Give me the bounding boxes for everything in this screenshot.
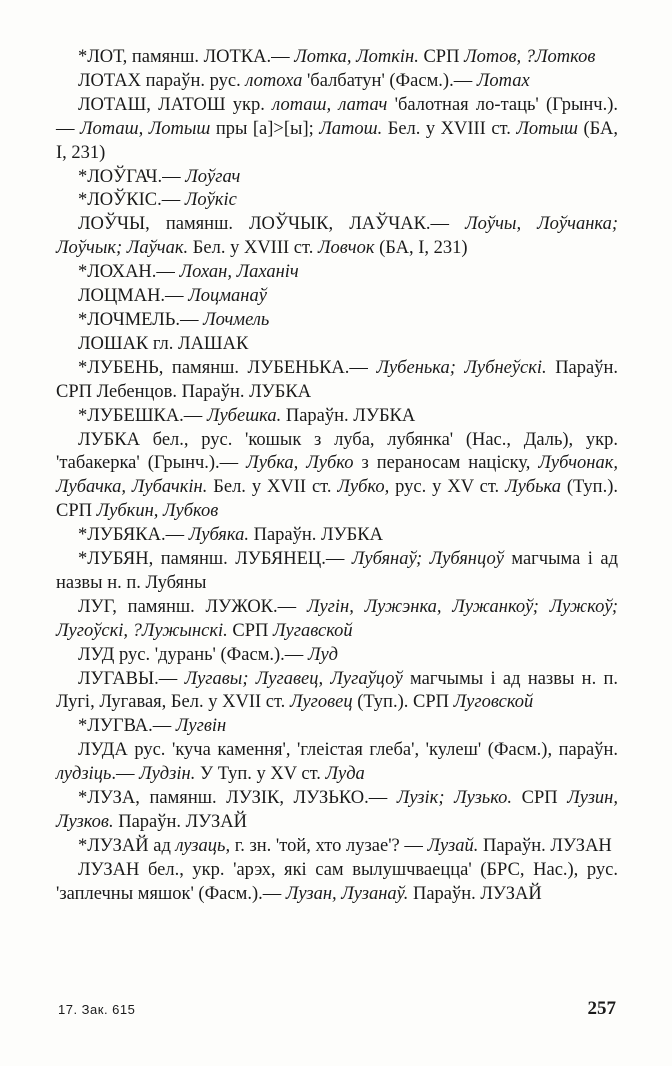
dictionary-entry [56, 596, 618, 644]
dictionary-entry [56, 405, 618, 429]
entry-text: *ЛОТ, памянш. ЛОТКА.— [78, 47, 295, 67]
entry-text: Бел. у XVIII ст. [188, 238, 318, 259]
entry-text: ЛОЦМАН.— [78, 286, 189, 307]
entry-text: *ЛОХАН.— [78, 262, 180, 283]
dictionary-entry [56, 668, 618, 716]
dictionary-entry [56, 859, 618, 907]
entry-italic-text: Лудзін. [139, 764, 196, 785]
entry-text: .— [111, 764, 140, 785]
entry-text: 'балбатун' (Фасм.).— [302, 70, 477, 91]
entry-text: Параўн. ЛУЗАЙ [408, 883, 542, 904]
dictionary-entry [56, 46, 618, 70]
entry-italic-text: лузаць, [175, 835, 231, 856]
entries-column [56, 46, 618, 907]
dictionary-entry [56, 70, 618, 94]
entry-text: ЛУБКА бел., рус. 'кошык з луба, лубянка' (Нас., Даль), укр. 'табакерка' (Грынч.).— [56, 429, 618, 474]
dictionary-entry [56, 309, 618, 333]
dictionary-entry [56, 261, 618, 285]
entry-text: ЛУД рус. 'дурань' (Фасм.).— [78, 644, 308, 665]
entry-italic-text: Луда [325, 764, 365, 785]
entry-italic-text: Лотыш [516, 118, 578, 139]
dictionary-entry [56, 715, 618, 739]
entry-text: *ЛУБЕНЬ, памянш. ЛУБЕНЬКА.— [78, 357, 377, 378]
entry-text: *ЛУБЕШКА.— [78, 405, 207, 426]
entry-text: *ЛУЗА, памянш. ЛУЗІК, ЛУЗЬКО.— [78, 788, 397, 809]
dictionary-entry [56, 739, 618, 787]
dictionary-entry [56, 524, 618, 548]
entry-text: (Туп.). СРП [352, 692, 454, 713]
entry-text: магчыма і ад назвы н. п. Лубяны [56, 549, 618, 593]
entry-text: Бел. у XVIII ст. [382, 118, 517, 139]
entry-text: ЛОЎЧЫ, памянш. ЛОЎЧЫК, ЛАЎЧАК.— [78, 214, 466, 235]
dictionary-entry [56, 94, 618, 166]
entry-italic-text: Лочмель [203, 309, 270, 330]
entry-italic-text: Луд [307, 644, 338, 665]
entry-italic-text: Лохан, Лаханіч [179, 262, 299, 283]
entry-text: *ЛУБЯКА.— [78, 525, 189, 546]
entry-italic-text: Лузай. [427, 835, 479, 856]
entry-italic-text: лоташ, латач [272, 94, 388, 115]
entry-text: Параўн. СРП Лебенцов. Параўн. ЛУБКА [56, 357, 619, 402]
entry-text: СРП [512, 788, 568, 809]
entry-italic-text: Лубко, [337, 477, 390, 498]
dictionary-entry [56, 357, 618, 405]
entry-text: СРП [418, 47, 465, 67]
entry-italic-text: Лубянаў; Лубянцоў [351, 549, 504, 570]
entry-text: Параўн. ЛУБКА [281, 405, 416, 426]
entry-text: ЛУГАВЫ.— [78, 668, 185, 689]
entry-italic-text: Лотка, Лоткін. [294, 47, 419, 67]
entry-italic-text: Лугавской [273, 620, 353, 641]
entry-italic-text: Лузан, Лузанаў. [285, 883, 409, 904]
dictionary-entry [56, 835, 618, 859]
dictionary-entry [56, 333, 618, 357]
entry-text: Параўн. ЛУЗАН [478, 835, 612, 856]
dictionary-entry [56, 285, 618, 309]
dictionary-entry [56, 166, 618, 190]
entry-italic-text: Лоўкіс [184, 190, 237, 211]
entry-text: 'балотная ло-таць' (Грынч.).— [56, 94, 618, 139]
entry-italic-text: Лубка, Лубко [246, 453, 354, 474]
entry-text: *ЛУБЯН, памянш. ЛУБЯНЕЦ.— [78, 549, 352, 570]
dictionary-entry [56, 189, 618, 213]
entry-text: г. зн. 'той, хто лузае'? — [230, 835, 428, 856]
dictionary-entry [56, 787, 618, 835]
printer-signature: 17. Зак. 615 [58, 1002, 136, 1017]
entry-text: *ЛОЧМЕЛЬ.— [78, 309, 204, 330]
entry-italic-text: лотоха [245, 70, 303, 91]
entry-italic-text: Лубяка. [188, 525, 249, 546]
entry-italic-text: Лоўгач [185, 166, 241, 187]
entry-text: *ЛОЎГАЧ.— [78, 166, 186, 187]
entry-text: Параўн. ЛУБКА [248, 525, 383, 546]
entry-text: ЛОТАШ, ЛАТОШ укр. [78, 94, 273, 115]
entry-text: магчымы і ад назвы н. п. Лугі, Лугавая, Бел. у XVII ст. [56, 668, 618, 713]
entry-text: (БА, I, 231) [374, 238, 468, 259]
entry-text: У Туп. у XV ст. [195, 764, 326, 785]
entry-italic-text: Лубчонак, Лубачка, Лубачкін. [56, 453, 618, 498]
entry-text: СРП [227, 620, 273, 641]
entry-text: пры [a]>[ы]; [210, 118, 320, 139]
entry-text: ЛОТАХ параўн. рус. [78, 70, 246, 91]
entry-text: (Туп.). СРП [56, 477, 618, 522]
entry-text: з пераносам націску, [353, 453, 539, 474]
entry-text: Параўн. ЛУЗАЙ [113, 812, 248, 832]
entry-italic-text: Лоўчы, Лоўчанка; Лоўчык; Лаўчак. [56, 214, 618, 259]
entry-italic-text: Луговец [289, 692, 353, 713]
entry-italic-text: Латош. [319, 118, 383, 139]
entry-italic-text: Лугін, Лужэнка, Лужанкоў; Лужкоў; Лугоўскі, ?Лужынскі. [56, 596, 618, 641]
entry-italic-text: Лубька [505, 477, 561, 498]
entry-italic-text: Лотов, ?Лотков [464, 47, 596, 67]
entry-italic-text: Лугвін [175, 716, 227, 737]
entry-italic-text: Лузік; Лузько. [396, 788, 513, 809]
entry-italic-text: Лузин, Лузков. [56, 788, 618, 832]
entry-italic-text: Лубешка. [206, 405, 282, 426]
dictionary-entry [56, 213, 618, 261]
entry-text: ЛУДА рус. 'куча камення', 'глеістая глеба', 'кулеш' (Фасм.), параўн. [78, 740, 618, 761]
entry-text: рус. у XV ст. [389, 477, 506, 498]
entry-text: ЛУГ, памянш. ЛУЖОК.— [78, 596, 307, 617]
entry-italic-text: лудзіць [56, 764, 112, 785]
entry-italic-text: Лубенька; Лубнеўскі. [376, 357, 547, 378]
entry-italic-text: Лубкин, Лубков [96, 501, 219, 522]
page-number: 257 [587, 998, 616, 1019]
entry-text: ЛОШАК гл. ЛАШАК [78, 333, 249, 354]
entry-italic-text: Лотах [476, 70, 530, 91]
entry-italic-text: Лоцманаў [188, 286, 267, 307]
entry-text: (БА, I, 231) [56, 118, 618, 163]
entry-text: Бел. у XVII ст. [207, 477, 338, 498]
dictionary-entry [56, 548, 618, 596]
entry-text: *ЛУЗАЙ ад [78, 835, 176, 856]
dictionary-entry [56, 429, 618, 525]
entry-text: *ЛОЎКІС.— [78, 190, 185, 211]
entry-text: ЛУЗАН бел., укр. 'арэх, які сам вылушчваецца' (БРС, Нас.), рус. 'заплечны мяшок' (Фасм.).— [56, 859, 618, 904]
dictionary-entry [56, 644, 618, 668]
entry-text: *ЛУГВА.— [78, 716, 176, 737]
entry-italic-text: Лоташ, Лотыш [80, 118, 211, 139]
entry-italic-text: Луговской [453, 692, 534, 713]
entry-italic-text: Лугавы; Лугавец, Лугаўцоў [184, 668, 403, 689]
entry-italic-text: Ловчок [317, 238, 375, 259]
